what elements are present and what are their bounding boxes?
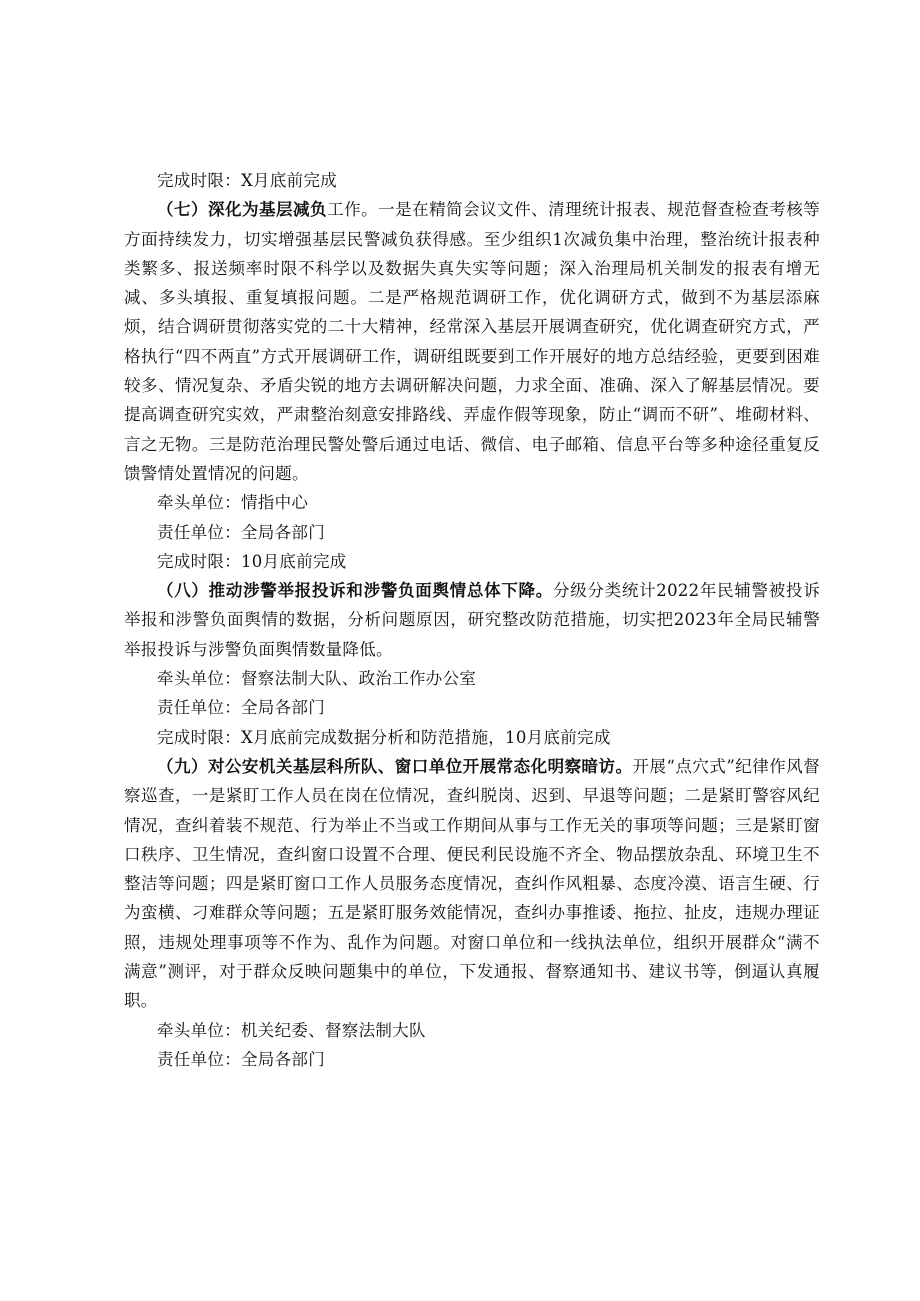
section-7-deadline: 完成时限：10月底前完成 [157, 551, 347, 571]
section-8-lead-unit: 牵头单位：督察法制大队、政治工作办公室 [157, 669, 477, 689]
section-7-lead-unit: 牵头单位：情指中心 [157, 493, 309, 513]
section-8-responsible-unit: 责任单位：全局各部门 [157, 698, 325, 718]
section-8-paragraph [124, 576, 820, 664]
section-8-body: 分级分类统计2022年民辅警被投诉举报和涉警负面舆情的数据，分析问题原因，研究整改防范措施，切实把2023年全局民辅警举报投诉与涉警负面舆情数量降低。 [124, 581, 820, 659]
section-9-body: 开展“点穴式”纪律作风督察巡查，一是紧盯工作人员在岗在位情况，查纠脱岗、迟到、早退等问题；二是紧盯警容风纪情况，查纠着装不规范、行为举止不当或工作期间从事与工作无关的事项等问题；三是紧盯窗口秩序、卫生情况，查纠窗口设置不合理、便民利民设施不齐全、物品摆放杂乱、环境卫生不整洁等问题；四是紧盯窗口工作人员服务态度情况，查纠作风粗暴、态度冷漠、语言生硬、行为蛮横、刁难群众等问题；五是紧盯服务效能情况，查纠办事推诿、拖拉、扯皮，违规办理证照，违规处理事项等不作为、乱作为问题。对窗口单位和一线执法单位，组织开展群众“满不满意”测评，对于群众反映问题集中的单位，下发通报、督察通知书、建议书等，倒逼认真履职。 [124, 756, 820, 1011]
document-body [124, 166, 820, 1074]
section-8-heading: （八）推动涉警举报投诉和涉警负面舆情总体下降。 [157, 581, 553, 601]
section-9-responsible-unit: 责任单位：全局各部门 [157, 1049, 325, 1069]
section-9-heading: （九）对公安机关基层科所队、窗口单位开展常态化明察暗访。 [157, 756, 633, 776]
section-9-paragraph [124, 752, 820, 1016]
section-7-body: 工作。一是在精简会议文件、清理统计报表、规范督查检查考核等方面持续发力，切实增强基层民警减负获得感。至少组织1次减负集中治理，整治统计报表种类繁多、报送频率时限不科学以及数据失真失实等问题；深入治理局机关制发的报表有增无减、多头填报、重复填报问题。二是严格规范调研工作，优化调研方式，做到不为基层添麻烦，结合调研贯彻落实党的二十大精神，经常深入基层开展调查研究，优化调查研究方式，严格执行“四不两直”方式开展调研工作，调研组既要到工作开展好的地方总结经验，更要到困难较多、情况复杂、矛盾尖锐的地方去调研解决问题，力求全面、准确、深入了解基层情况。要提高调查研究实效，严肃整治刻意安排路线、弄虚作假等现象，防止“调而不研”、堆砌材料、言之无物。三是防范治理民警处警后通过电话、微信、电子邮箱、信息平台等多种途径重复反馈警情处置情况的问题。 [124, 200, 821, 483]
deadline-line: 完成时限：X月底前完成 [157, 171, 338, 190]
section-7-paragraph [124, 195, 820, 488]
section-8-deadline: 完成时限：X月底前完成数据分析和防范措施，10月底前完成 [157, 727, 611, 747]
section-9-lead-unit: 牵头单位：机关纪委、督察法制大队 [157, 1020, 426, 1040]
section-7-responsible-unit: 责任单位：全局各部门 [157, 522, 325, 542]
section-7-heading: （七）深化为基层减负 [157, 200, 328, 220]
